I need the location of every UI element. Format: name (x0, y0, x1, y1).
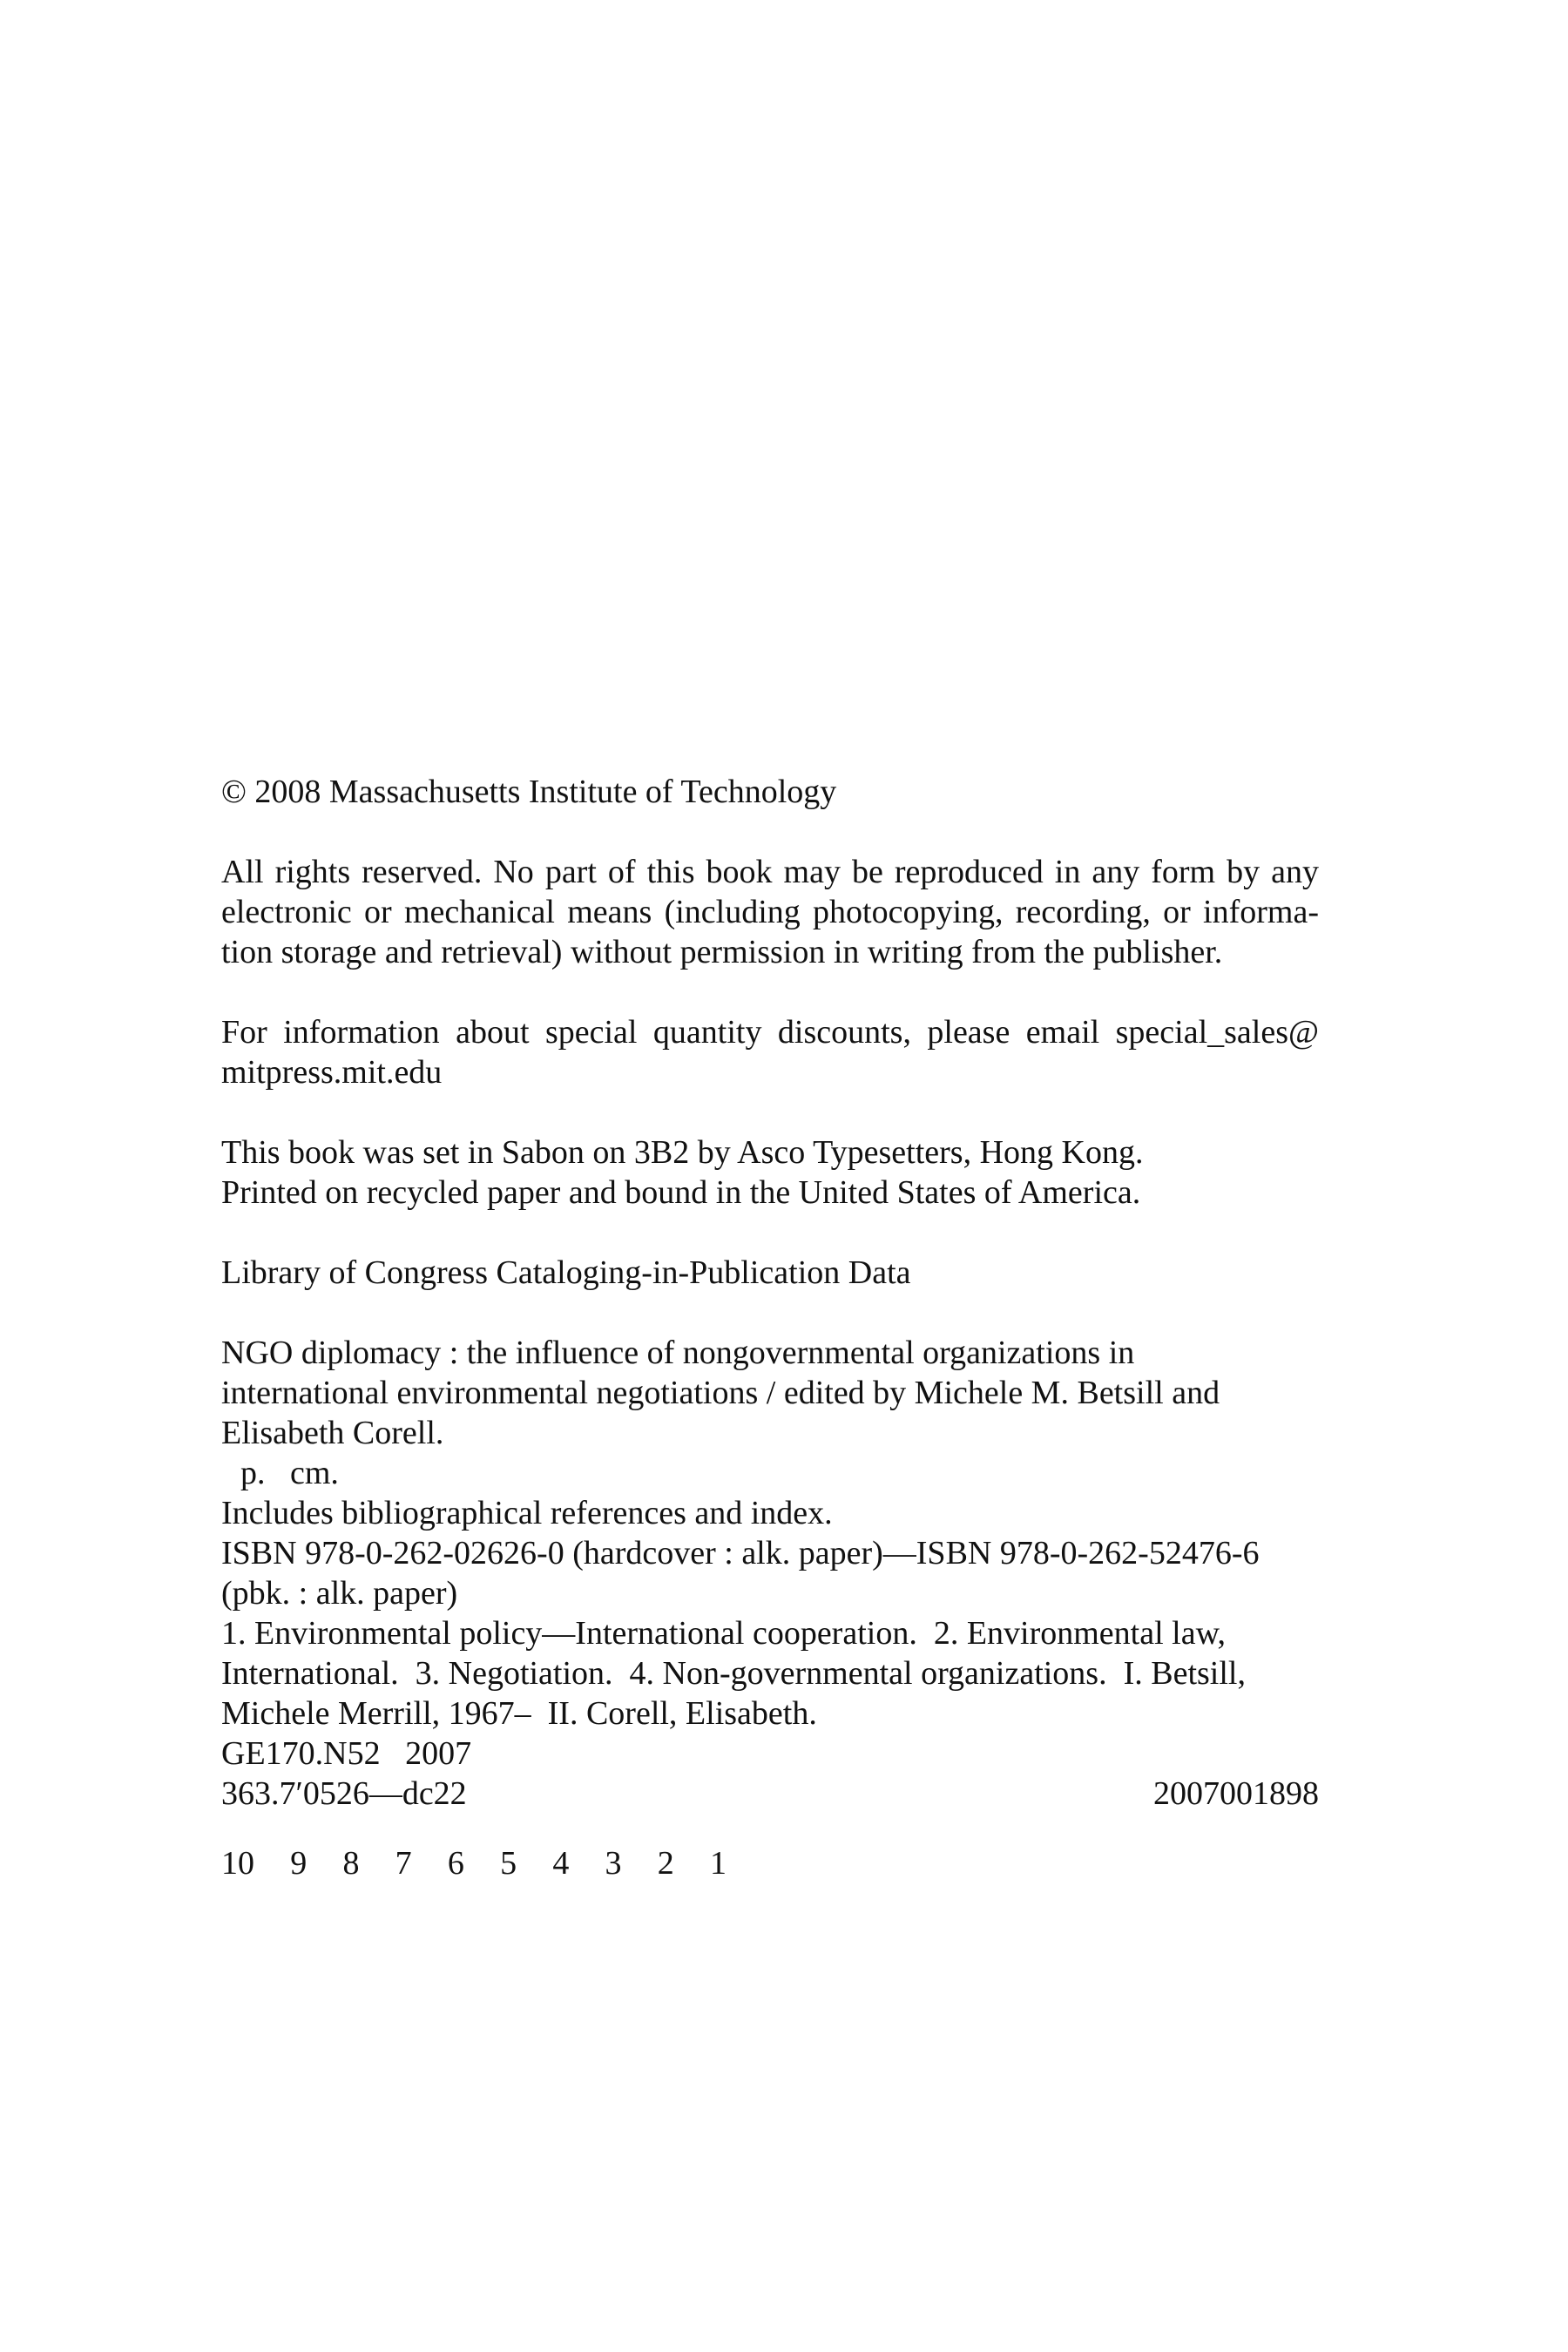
printing-number: 10 (221, 1845, 254, 1882)
typesetting-line: This book was set in Sabon on 3B2 by Asco Typesetters, Hong Kong. (221, 1134, 1144, 1171)
copyright-notice (221, 772, 1319, 812)
cip-call-number: GE170.N52 2007 (221, 1735, 472, 1772)
rights-line: All rights reserved. No part of this book may be reproduced in any form by any (221, 854, 1319, 890)
printing-line (221, 1843, 727, 1883)
cip-classification-row (221, 1774, 1319, 1814)
rights-line: electronic or mechanical means (including photocopying, recording, or informa- (221, 894, 1319, 930)
printing-number: 4 (552, 1845, 570, 1882)
rights-paragraph (221, 852, 1319, 972)
printing-number: 9 (290, 1845, 308, 1882)
cip-pagination: p. cm. (240, 1455, 339, 1491)
cip-heading-block (221, 1253, 1319, 1293)
rights-line: tion storage and retrieval) without permission in writing from the publisher. (221, 934, 1223, 970)
typesetting-paragraph (221, 1132, 1319, 1213)
printing-number: 2 (657, 1845, 674, 1882)
sales-line: For information about special quantity discounts, please email special_sales@ (221, 1014, 1319, 1051)
cip-subject-line: International. 3. Negotiation. 4. Non-governmental organizations. I. Betsill, (221, 1655, 1246, 1692)
cip-subject-line: 1. Environmental policy—International cooperation. 2. Environmental law, (221, 1615, 1227, 1652)
sales-line: mitpress.mit.edu (221, 1054, 443, 1091)
cip-record (221, 1333, 1319, 1814)
cip-title-line: NGO diplomacy : the influence of nongovernmental organizations in (221, 1335, 1135, 1371)
cip-title-line: international environmental negotiations / edited by Michele M. Betsill and (221, 1375, 1220, 1411)
printing-number: 3 (605, 1845, 622, 1882)
cip-notes: Includes bibliographical references and index. (221, 1495, 833, 1531)
printing-number: 6 (447, 1845, 464, 1882)
printing-number: 8 (342, 1845, 360, 1882)
printing-number: 1 (709, 1845, 727, 1882)
cip-subject-line: Michele Merrill, 1967– II. Corell, Elisabeth. (221, 1695, 817, 1732)
cip-title-line: Elisabeth Corell. (221, 1415, 444, 1451)
sales-paragraph (221, 1012, 1319, 1092)
printing-line-block (221, 1843, 1319, 1883)
printing-number: 7 (395, 1845, 412, 1882)
printing-number: 5 (500, 1845, 517, 1882)
cip-lccn: 2007001898 (1153, 1775, 1319, 1812)
typesetting-line: Printed on recycled paper and bound in the United States of America. (221, 1174, 1141, 1211)
copyright-line: © 2008 Massachusetts Institute of Technology (221, 774, 837, 810)
cip-dewey: 363.7′0526—dc22 (221, 1775, 467, 1812)
cip-heading: Library of Congress Cataloging-in-Publication Data (221, 1254, 911, 1291)
cip-isbn-line: ISBN 978-0-262-02626-0 (hardcover : alk. paper)—ISBN 978-0-262-52476-6 (221, 1535, 1260, 1571)
cip-isbn-line: (pbk. : alk. paper) (221, 1575, 458, 1612)
